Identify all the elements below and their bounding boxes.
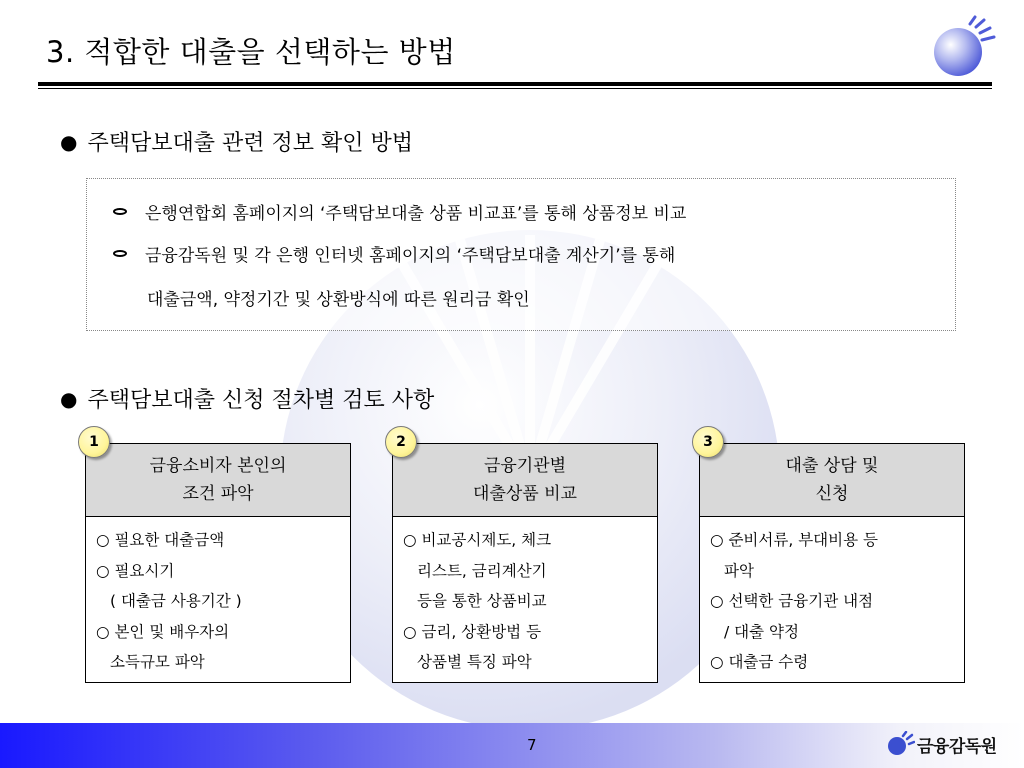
- section-heading-text: 주택담보대출 신청 절차별 검토 사항: [87, 388, 435, 413]
- step-title-line: 금융소비자 본인의: [149, 456, 287, 476]
- heading-bullet: ●: [60, 386, 78, 411]
- fss-logo-icon: [885, 731, 915, 757]
- step-item-continuation: 리스트, 금리계산기: [417, 561, 547, 580]
- step-card-body: [393, 517, 657, 678]
- step-item: ○ 준비서류, 부대비용 등: [710, 531, 878, 549]
- section-heading-text: 주택담보대출 관련 정보 확인 방법: [87, 131, 413, 156]
- ring-bullet-icon: [113, 250, 127, 257]
- step-number-badge: 3: [692, 426, 724, 458]
- step-item-continuation: 파악: [724, 561, 754, 580]
- step-item: ○ 비교공시제도, 체크: [403, 531, 552, 549]
- step-card-body: [86, 517, 350, 678]
- footer-gradient-bar: [0, 723, 1024, 768]
- info-line: [113, 199, 686, 224]
- step-card-header: [86, 444, 350, 517]
- title-underline-thick: [38, 82, 992, 86]
- step-title-line: 조건 파악: [182, 484, 254, 504]
- step-card-2: [392, 443, 658, 683]
- step-title-line: 신청: [815, 484, 849, 504]
- step-item: ○ 본인 및 배우자의: [96, 622, 230, 641]
- heading-bullet: ●: [60, 129, 78, 154]
- step-item: ○ 선택한 금융기관 내점: [710, 592, 874, 610]
- step-card-header: [393, 444, 657, 517]
- step-title-line: 대출 상담 및: [785, 456, 879, 476]
- step-item-continuation: 소득규모 파악: [110, 653, 205, 671]
- step-item-continuation: / 대출 약정: [724, 622, 799, 641]
- step-card-1: [85, 443, 351, 683]
- title-underline-thin: [38, 88, 992, 89]
- page-number: 7: [527, 736, 537, 754]
- section-heading-info: [60, 126, 413, 157]
- step-item: ○ 금리, 상환방법 등: [403, 622, 542, 641]
- step-title-line: 대출상품 비교: [473, 484, 577, 504]
- step-item-continuation: 상품별 특징 파악: [417, 653, 532, 671]
- step-card-header: [700, 444, 964, 517]
- step-item: ○ 대출금 수령: [710, 653, 809, 671]
- step-number-badge: 2: [385, 426, 417, 458]
- step-item-continuation: 등을 통한 상품비교: [417, 592, 547, 610]
- ring-bullet-icon: [113, 208, 127, 215]
- step-card-3: [699, 443, 965, 683]
- logo-sphere-icon: [928, 14, 998, 80]
- footer-logo-text: 금융감독원: [917, 736, 997, 757]
- step-item: ○ 필요시기: [96, 561, 175, 580]
- section-heading-procedure: [60, 383, 434, 414]
- step-card-body: [700, 517, 964, 678]
- slide-title: 3. 적합한 대출을 선택하는 방법: [46, 35, 456, 69]
- info-line: [113, 241, 675, 266]
- info-line-text: 은행연합회 홈페이지의 ‘주택담보대출 상품 비교표’를 통해 상품정보 비교: [145, 204, 687, 224]
- step-item: ○ 필요한 대출금액: [96, 531, 225, 549]
- step-item-continuation: ( 대출금 사용기간 ): [110, 592, 242, 610]
- footer-logo: [885, 731, 997, 757]
- info-line-continuation: [147, 285, 530, 310]
- step-title-line: 금융기관별: [483, 456, 567, 476]
- info-line-text: 대출금액, 약정기간 및 상환방식에 따른 원리금 확인: [147, 290, 530, 310]
- info-line-text: 금융감독원 및 각 은행 인터넷 홈페이지의 ‘주택담보대출 계산기’를 통해: [145, 246, 676, 266]
- step-number-badge: 1: [78, 426, 110, 458]
- info-box: [86, 178, 956, 331]
